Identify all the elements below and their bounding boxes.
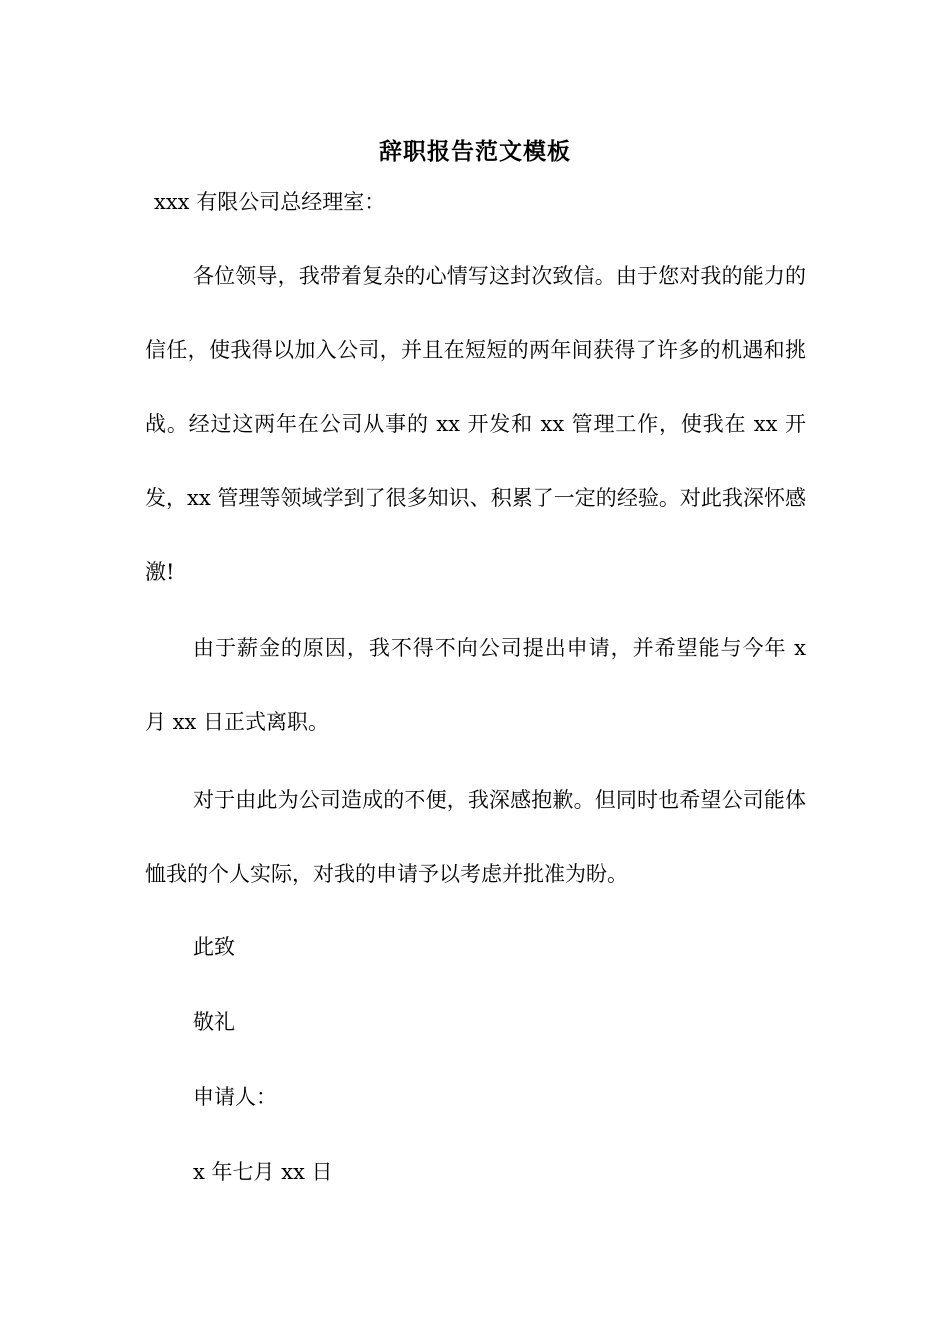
signature-date: x 年七月 xx 日 <box>193 1160 333 1184</box>
salutation-line: 敬礼 <box>193 1010 235 1034</box>
addressee-line: xxx 有限公司总经理室： <box>154 190 386 214</box>
body-paragraph-1: 各位领导，我带着复杂的心情写这封次致信。由于您对我的能力的信任，使我得以加入公司，并且在短短的两年间获得了许多的机遇和挑战。经过这两年在公司从事的 xx 开发和 xx 管理工作，使我在 xx 开发，xx 管理等领域学到了很多知识、积累了一定的经验。对此我深怀感激! <box>145 264 806 584</box>
applicant-label: 申请人： <box>193 1085 277 1109</box>
document-title: 辞职报告范文模板 <box>379 138 571 165</box>
closing-line: 此致 <box>193 935 235 959</box>
body-paragraph-3: 对于由此为公司造成的不便，我深感抱歉。但同时也希望公司能体恤我的个人实际，对我的申请予以考虑并批准为盼。 <box>145 788 806 886</box>
body-paragraph-2: 由于薪金的原因，我不得不向公司提出申请，并希望能与今年 x 月 xx 日正式离职。 <box>145 636 806 734</box>
